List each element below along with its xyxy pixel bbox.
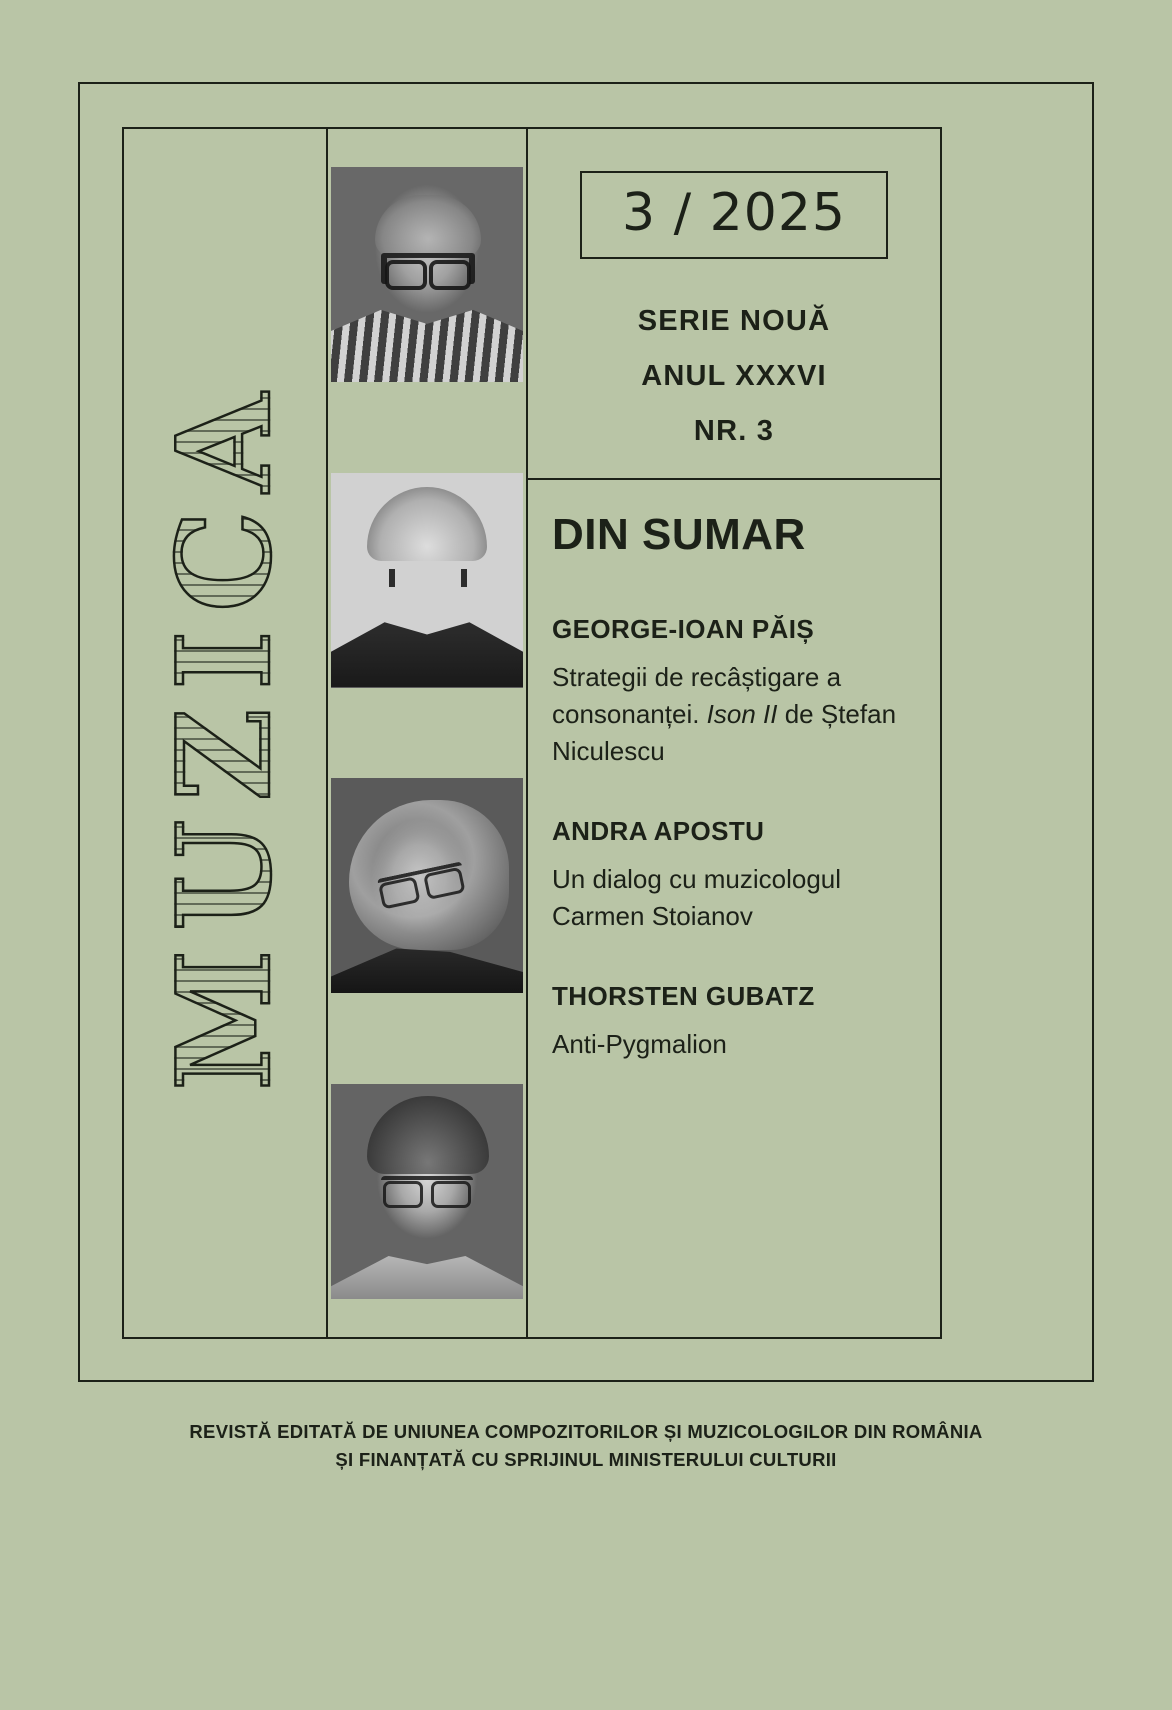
footer-line-1: REVISTĂ EDITATĂ DE UNIUNEA COMPOZITORILOR ȘI MUZICOLOGILOR DIN ROMÂNIA <box>189 1421 983 1442</box>
eyes-detail <box>389 569 467 587</box>
cover-footer <box>0 1418 1172 1474</box>
masthead-block <box>528 129 940 480</box>
portrait-1 <box>331 167 523 382</box>
glasses-icon <box>381 253 475 284</box>
cover-grid <box>122 127 942 1339</box>
entry-title <box>552 861 914 935</box>
entry-title-part1: Anti-Pygmalion <box>552 1028 727 1059</box>
entry-author: THORSTEN GUBATZ <box>552 980 815 1011</box>
summary-heading: DIN SUMAR <box>552 510 806 559</box>
entry-title-part1: Strategii de recâștigare a consonanței. <box>552 662 842 729</box>
cover-text-column <box>528 129 940 1337</box>
entry-title-part1: Un dialog cu muzicologul Carmen Stoianov <box>552 863 842 931</box>
footer-line-2: ȘI FINANȚATĂ CU SPRIJINUL MINISTERULUI CULTURII <box>335 1448 837 1470</box>
summary-entry <box>552 816 914 935</box>
entry-title <box>552 659 914 770</box>
summary-entry <box>552 981 914 1063</box>
masthead-logo-column <box>124 129 328 1337</box>
entry-author: ANDRA APOSTU <box>552 815 765 846</box>
issue-badge <box>580 171 888 259</box>
entry-title-part2: de Ștefan Niculescu <box>552 698 897 766</box>
entry-author: GEORGE-IOAN PĂIȘ <box>552 614 815 644</box>
portrait-2 <box>331 473 523 688</box>
issue-number: 3 / 2025 <box>622 183 846 243</box>
portrait-4 <box>331 1084 523 1299</box>
summary-entry <box>552 614 914 770</box>
journal-logo: MUZICA <box>150 375 300 1091</box>
glasses-icon <box>381 1176 473 1204</box>
portrait-3 <box>331 778 523 993</box>
series-label: SERIE NOUĂ <box>637 305 831 337</box>
glasses-icon <box>377 862 467 907</box>
entry-title <box>552 1026 914 1063</box>
entry-title-italic: Ison II <box>706 698 778 729</box>
year-label: ANUL XXXVI <box>641 360 827 392</box>
summary-section <box>528 480 940 1337</box>
portrait-column <box>328 129 528 1337</box>
number-label: NR. 3 <box>693 415 775 447</box>
